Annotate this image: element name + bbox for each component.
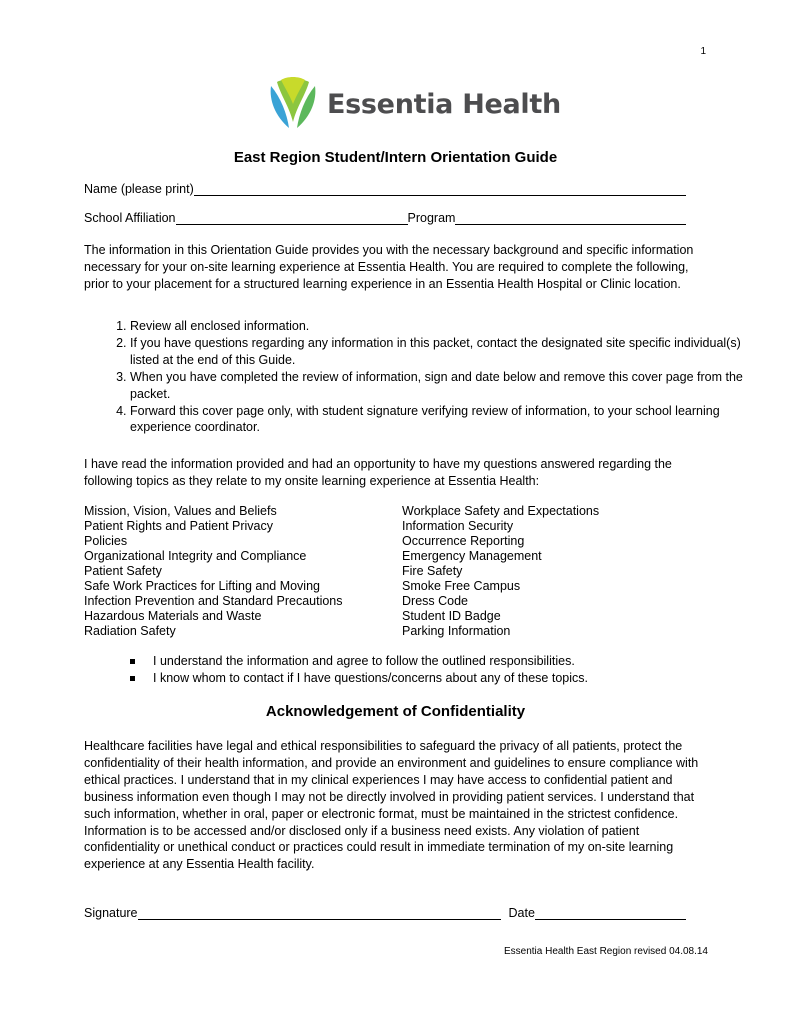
topic-item: Mission, Vision, Values and Beliefs (84, 504, 277, 518)
logo-text: Essentia Health (327, 88, 561, 120)
topic-item: Emergency Management (402, 549, 542, 563)
acknowledgement-item (84, 653, 588, 670)
confidentiality-heading: Acknowledgement of Confidentiality (265, 703, 526, 720)
program-input-line[interactable] (455, 211, 686, 225)
confidentiality-paragraph: Healthcare facilities have legal and ethical responsibilities to safeguard the privacy of all patients, protect the confidentiality of their health information, and provide an environment and guidelines to ensure compliance with ethical practices. I understand that in my clinical experiences I may have access to confidential patient and business information even though I may not be directly involved in providing patient services. I understand that such information, whether in oral, paper or electronic format, must be maintained in the strictest confidence. Information is to be accessed and/or disclosed only if a business need exists. Any violation of patient confidentiality or unethical conduct or practices could result in immediate termination of my on-site learning experience at any Essentia Health facility. (84, 739, 699, 872)
acknowledgement-item (84, 670, 588, 687)
name-label: Name (please print) (84, 182, 194, 196)
topic-item: Safe Work Practices for Lifting and Moving (84, 579, 320, 593)
topic-item: Policies (84, 534, 128, 548)
date-label: Date (508, 906, 535, 920)
square-bullet-icon (130, 659, 135, 664)
square-bullet-icon (130, 676, 135, 681)
acknowledgement-list (84, 653, 588, 687)
statement-paragraph: I have read the information provided and had an opportunity to have my questions answered regarding the following topics as they relate to my onsite learning experience at Essentia Health: (84, 457, 672, 488)
school-label: School Affiliation (84, 211, 176, 225)
topic-item: Hazardous Materials and Waste (84, 609, 262, 623)
topic-item: Parking Information (402, 624, 511, 638)
date-input-line[interactable] (535, 906, 686, 920)
school-program-row (84, 211, 686, 225)
intro-paragraph: The information in this Orientation Guide provides you with the necessary background and specific information necessary for your on-site learning experience at Essentia Health. You are required to complete the following, prior to your placement for a structured learning experience in an Essentia Health Hospital or Clinic location. (84, 243, 694, 291)
signature-row (84, 906, 686, 920)
topic-item: Patient Rights and Patient Privacy (84, 519, 273, 533)
program-label: Program (407, 211, 456, 225)
topics-left-column (84, 504, 343, 639)
essentia-health-logo (267, 76, 561, 132)
name-input-line[interactable] (194, 182, 686, 196)
step-item: 2. If you have questions regarding any information in this packet, contact the designated site specific individual(s) listed at the end of this Guide. (130, 335, 752, 369)
topics-right-column (402, 504, 599, 639)
topic-item: Radiation Safety (84, 624, 176, 638)
steps-list (84, 318, 752, 436)
school-input-line[interactable] (176, 211, 408, 225)
acknowledgement-text: I understand the information and agree to follow the outlined responsibilities. (153, 654, 575, 668)
signature-input-line[interactable] (138, 906, 501, 920)
page-title: East Region Student/Intern Orientation Guide (233, 149, 558, 166)
signature-label: Signature (84, 906, 138, 920)
step-item: 1. Review all enclosed information. (130, 318, 752, 335)
topic-item: Workplace Safety and Expectations (402, 504, 600, 518)
topic-item: Infection Prevention and Standard Precautions (84, 594, 343, 608)
essentia-leaf-icon (267, 76, 319, 132)
step-item: 3. When you have completed the review of information, sign and date below and remove this cover page from the packet. (130, 369, 752, 403)
topic-item: Patient Safety (84, 564, 162, 578)
topic-item: Fire Safety (402, 564, 463, 578)
topic-item: Occurrence Reporting (402, 534, 525, 548)
topic-item: Smoke Free Campus (402, 579, 521, 593)
step-item: 4. Forward this cover page only, with student signature verifying review of information, to your school learning experience coordinator. (130, 403, 752, 437)
name-field-row (84, 182, 686, 196)
page-number: 1 (700, 46, 706, 57)
footer-revision: Essentia Health East Region revised 04.08.14 (503, 946, 708, 957)
topic-item: Information Security (402, 519, 514, 533)
topic-item: Organizational Integrity and Compliance (84, 549, 307, 563)
topic-item: Dress Code (402, 594, 468, 608)
topic-item: Student ID Badge (402, 609, 501, 623)
acknowledgement-text: I know whom to contact if I have questions/concerns about any of these topics. (153, 671, 588, 685)
